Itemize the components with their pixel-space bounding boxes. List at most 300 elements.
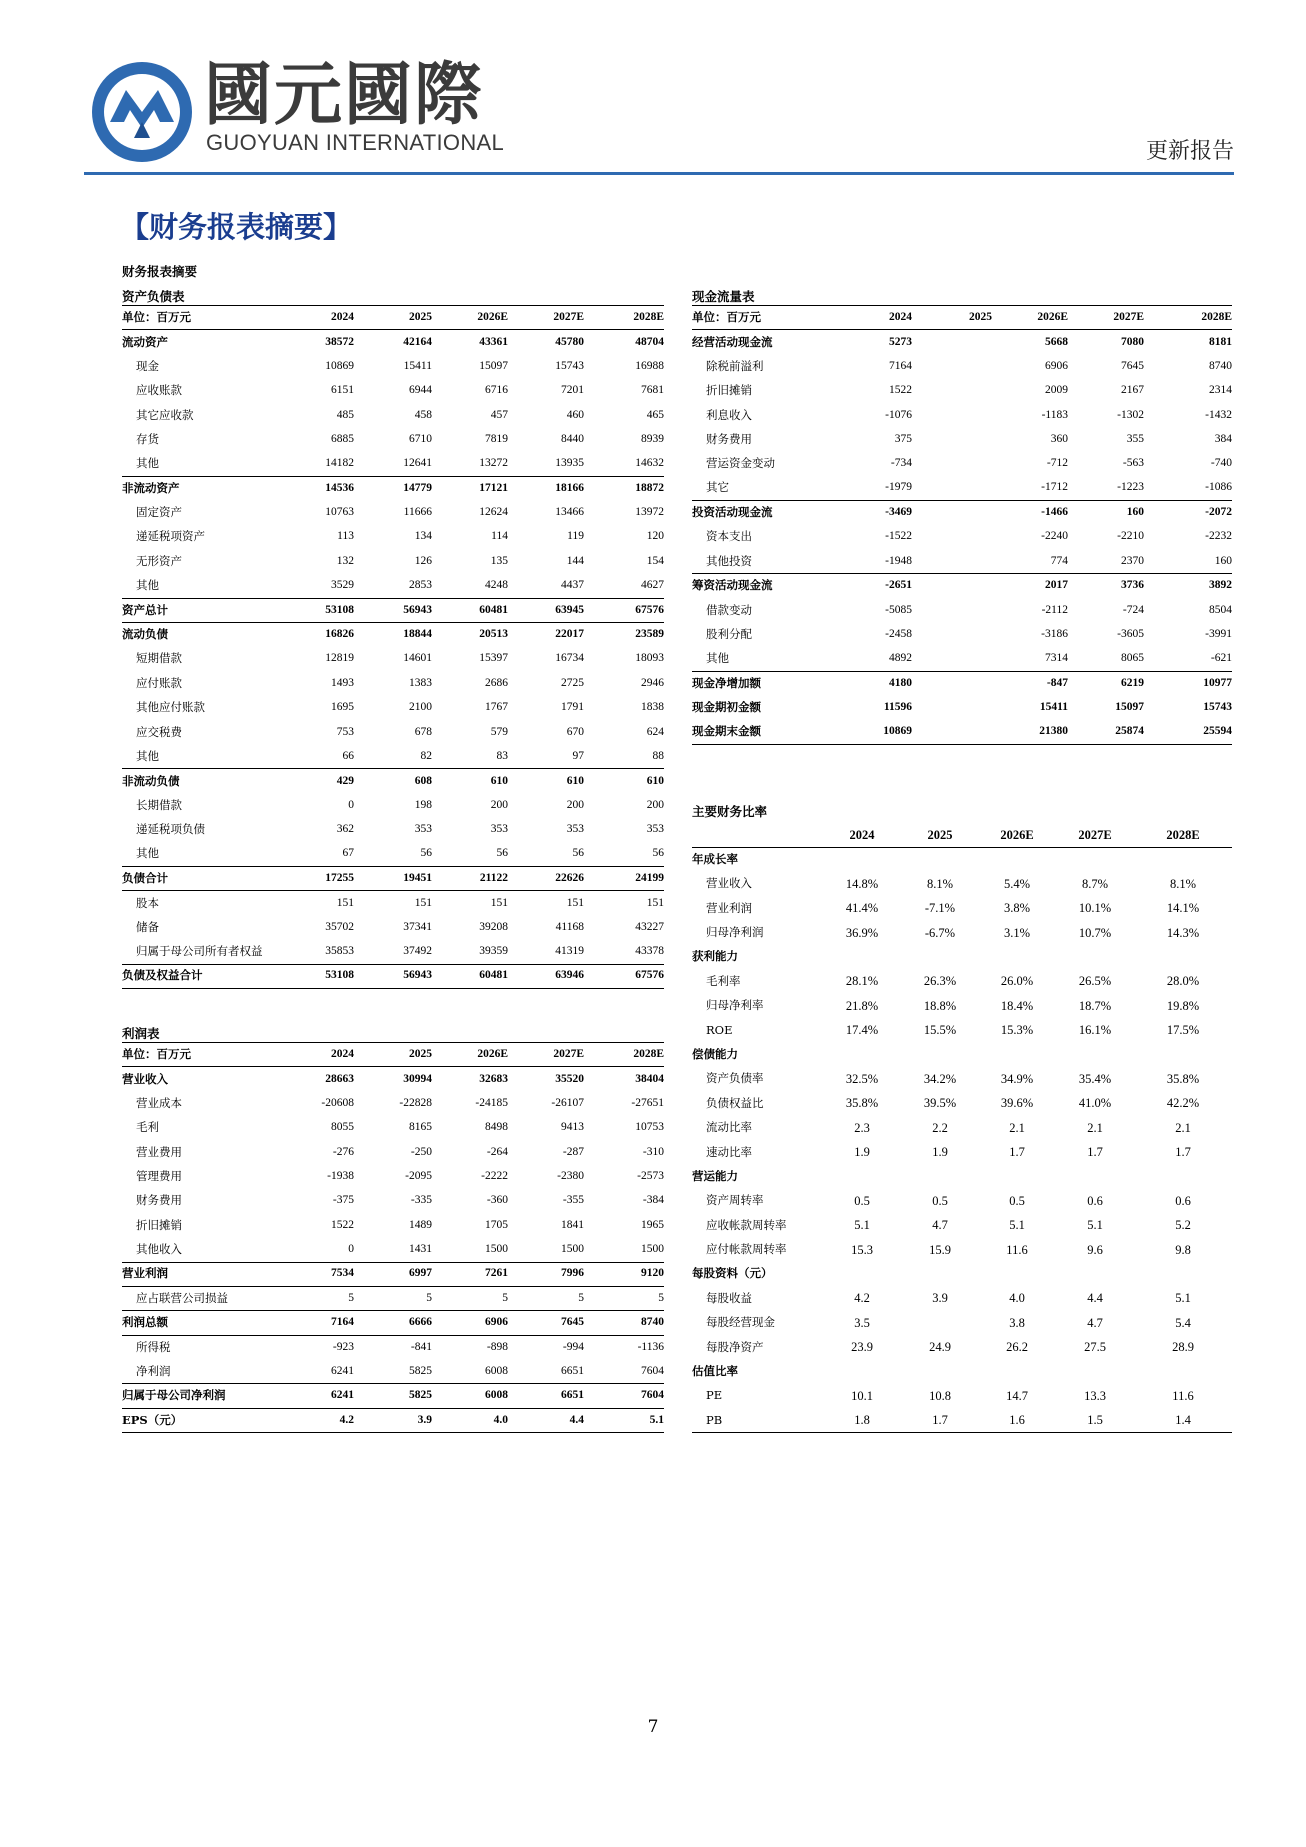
- cell-value: 41168: [555, 920, 584, 933]
- cell-value: 429: [336, 774, 354, 787]
- cell-value: [822, 1043, 902, 1067]
- cell-value: 610: [646, 774, 664, 787]
- row-label: 借款变动: [706, 602, 752, 617]
- cell-value: 126: [414, 554, 432, 567]
- row-label: 估值比率: [692, 1364, 738, 1379]
- unit-label: 单位：百万元: [692, 306, 822, 330]
- row-label: 其他应付账款: [136, 700, 205, 715]
- cell-value: 7164: [282, 1311, 354, 1335]
- cell-value: 12624: [479, 506, 508, 519]
- table-row: [122, 1067, 664, 1091]
- cell-value: [912, 598, 992, 622]
- cell-value: -20608: [321, 1096, 354, 1109]
- row-label: 长期借款: [136, 797, 182, 812]
- cell-value: 9.6: [1087, 1242, 1103, 1257]
- cell-value: 43361: [479, 335, 508, 348]
- cell-value: 2946: [641, 676, 664, 689]
- table-row: [122, 501, 664, 525]
- table-row: [122, 598, 664, 622]
- year-header: 2028E: [1144, 306, 1232, 330]
- row-label: 营运资金变动: [706, 456, 775, 471]
- cell-value: 624: [646, 725, 664, 738]
- cell-value: 15743: [1203, 701, 1232, 714]
- cell-value: 678: [414, 725, 432, 738]
- cell-value: 7819: [485, 432, 508, 445]
- cell-value: [822, 1262, 902, 1286]
- row-label: 年成长率: [692, 852, 738, 867]
- table-row: [122, 964, 664, 988]
- cell-value: 15.3: [851, 1242, 873, 1257]
- cell-value: 2.3: [854, 1120, 870, 1135]
- cell-value: 26.0%: [1000, 974, 1034, 989]
- cell-value: 1.6: [978, 1408, 1056, 1432]
- cell-value: 24199: [584, 866, 664, 890]
- table-row: [122, 866, 664, 890]
- cell-value: 17.4%: [845, 1023, 879, 1038]
- cell-value: [1134, 1360, 1232, 1384]
- table-row: [692, 1238, 1232, 1262]
- cell-value: [978, 945, 1056, 969]
- cell-value: 39.5%: [923, 1096, 957, 1111]
- table-header-row: [122, 1043, 664, 1067]
- cell-value: 6151: [331, 384, 354, 397]
- table-row: [122, 1189, 664, 1213]
- cell-value: 8504: [1209, 603, 1232, 616]
- table-row: [692, 1018, 1232, 1042]
- cell-value: 0.6: [1175, 1193, 1191, 1208]
- cell-value: 16988: [635, 359, 664, 372]
- table-row: [122, 842, 664, 866]
- table-row: [692, 1262, 1232, 1286]
- year-header: 2026E: [992, 306, 1068, 330]
- year-header: 2028E: [584, 1043, 664, 1067]
- cell-value: 0.5: [932, 1193, 948, 1208]
- cell-value: 4.7: [1087, 1315, 1103, 1330]
- table-row: [692, 1189, 1232, 1213]
- row-label: 每股经营现金: [706, 1315, 775, 1330]
- row-label: 毛利: [136, 1120, 159, 1135]
- cell-value: 5.1: [1087, 1218, 1103, 1233]
- cell-value: 26.5%: [1078, 974, 1112, 989]
- cell-value: [978, 1164, 1056, 1188]
- cell-value: -264: [486, 1145, 508, 1158]
- cell-value: 18.8%: [923, 998, 957, 1013]
- cell-value: -734: [890, 457, 912, 470]
- cell-value: 4.4: [508, 1408, 584, 1432]
- cell-value: 21.8%: [845, 998, 879, 1013]
- cell-value: 11.6: [1006, 1242, 1028, 1257]
- table-row: [122, 549, 664, 573]
- cell-value: 2009: [1045, 384, 1068, 397]
- cell-value: 8440: [561, 432, 584, 445]
- row-label: 应付帐款周转率: [706, 1242, 787, 1257]
- cell-value: 14601: [403, 652, 432, 665]
- row-label: 资产总计: [122, 598, 282, 622]
- cell-value: 151: [646, 896, 664, 909]
- table-row: [692, 647, 1232, 671]
- year-header: 2026E: [432, 306, 508, 330]
- cell-value: 1.7: [1009, 1145, 1025, 1160]
- table-row: [692, 1286, 1232, 1310]
- row-label: 应交税费: [136, 724, 182, 739]
- cell-value: 6716: [485, 384, 508, 397]
- cell-value: 8.1%: [1169, 876, 1197, 891]
- table-row: [122, 1140, 664, 1164]
- cell-value: 18.4%: [1000, 998, 1034, 1013]
- cell-value: 360: [1050, 432, 1068, 445]
- row-label: 非流动负债: [122, 773, 180, 788]
- cell-value: 0: [282, 1238, 354, 1262]
- cell-value: 7996: [508, 1262, 584, 1286]
- cell-value: 34.9%: [1000, 1071, 1034, 1086]
- table-row: [122, 891, 664, 915]
- row-label: 流动资产: [122, 334, 168, 349]
- cell-value: 23589: [635, 628, 664, 641]
- cell-value: -1938: [327, 1169, 354, 1182]
- year-header: 2028E: [1134, 823, 1232, 847]
- row-label: EPS（元）: [122, 1408, 282, 1432]
- cell-value: [912, 720, 992, 744]
- cell-value: 384: [1214, 432, 1232, 445]
- cell-value: 14182: [282, 452, 354, 476]
- cell-value: [822, 847, 902, 871]
- cell-value: 26.2: [1006, 1340, 1028, 1355]
- row-label: PB: [692, 1408, 822, 1432]
- cell-value: 48704: [635, 335, 664, 348]
- table-row: [692, 696, 1232, 720]
- table-row: [122, 1286, 664, 1310]
- cell-value: 60481: [432, 964, 508, 988]
- cell-value: 4.7: [932, 1218, 948, 1233]
- cell-value: 5: [354, 1286, 432, 1310]
- cell-value: 608: [414, 774, 432, 787]
- cell-value: 8.1%: [926, 876, 954, 891]
- cell-value: 2017: [1045, 579, 1068, 592]
- row-label: 资产负债率: [706, 1071, 764, 1086]
- cell-value: -3186: [1041, 628, 1068, 641]
- cell-value: [902, 945, 978, 969]
- row-label: 归属于母公司所有者权益: [122, 940, 282, 964]
- cell-value: 6997: [354, 1262, 432, 1286]
- cash-flow-table: [692, 305, 1232, 745]
- table-row: [692, 1164, 1232, 1188]
- cell-value: 56: [508, 842, 584, 866]
- table-row: [692, 1311, 1232, 1335]
- cell-value: 24.9: [929, 1340, 951, 1355]
- table-row: [122, 623, 664, 647]
- table-row: [122, 696, 664, 720]
- cell-value: 2.1: [1087, 1120, 1103, 1135]
- table-row: [122, 427, 664, 451]
- cell-value: 13272: [432, 452, 508, 476]
- cell-value: 97: [508, 745, 584, 769]
- table-row: [692, 994, 1232, 1018]
- cell-value: 5668: [1045, 335, 1068, 348]
- row-label: 营业收入: [122, 1071, 168, 1086]
- cell-value: -847: [1046, 677, 1068, 690]
- cell-value: 39359: [432, 940, 508, 964]
- cell-value: [912, 671, 992, 695]
- cell-value: 3.5: [854, 1315, 870, 1330]
- cell-value: [912, 476, 992, 500]
- table-row: [122, 452, 664, 476]
- cell-value: 1500: [432, 1238, 508, 1262]
- row-label: 偿债能力: [692, 1046, 738, 1061]
- cell-value: 11666: [403, 506, 432, 519]
- table-row: [692, 671, 1232, 695]
- table-row: [122, 1091, 664, 1115]
- row-label: 利息收入: [706, 407, 752, 422]
- cell-value: 2.1: [1009, 1120, 1025, 1135]
- row-label: 营业利润: [706, 900, 752, 915]
- cell-value: -24185: [475, 1096, 508, 1109]
- table-row: [122, 720, 664, 744]
- cell-value: 5.1: [1009, 1218, 1025, 1233]
- cell-value: 362: [336, 823, 354, 836]
- cell-value: 7645: [1121, 359, 1144, 372]
- cell-value: [822, 945, 902, 969]
- cell-value: 2.2: [932, 1120, 948, 1135]
- cell-value: 353: [490, 823, 508, 836]
- table-row: [692, 1360, 1232, 1384]
- year-header: 2027E: [508, 306, 584, 330]
- cell-value: 35853: [282, 940, 354, 964]
- cell-value: 154: [646, 554, 664, 567]
- cell-value: -1223: [1068, 476, 1144, 500]
- cell-value: 88: [584, 745, 664, 769]
- cell-value: -2095: [405, 1169, 432, 1182]
- cell-value: 5: [282, 1286, 354, 1310]
- cell-value: [912, 647, 992, 671]
- header-divider: [84, 172, 1234, 175]
- cell-value: 34.2%: [923, 1071, 957, 1086]
- cell-value: 6885: [331, 432, 354, 445]
- cell-value: 13466: [555, 506, 584, 519]
- cell-value: [912, 379, 992, 403]
- row-label: 除税前溢利: [706, 358, 764, 373]
- cell-value: 1.9: [854, 1145, 870, 1160]
- cell-value: -724: [1122, 603, 1144, 616]
- row-label: 应付账款: [136, 675, 182, 690]
- cell-value: 21380: [992, 720, 1068, 744]
- guoyuan-logo-icon: [90, 60, 194, 164]
- cell-value: -2651: [885, 579, 912, 592]
- cell-value: 18166: [555, 481, 584, 494]
- cell-value: 56: [354, 842, 432, 866]
- cell-value: 32.5%: [845, 1071, 879, 1086]
- cell-value: 9413: [561, 1121, 584, 1134]
- cell-value: [978, 1360, 1056, 1384]
- cell-value: 114: [491, 530, 508, 543]
- table-row: [122, 1408, 664, 1432]
- cell-value: 1489: [409, 1218, 432, 1231]
- cash-flow-title: 现金流量表: [692, 289, 755, 304]
- header-blank: [692, 823, 822, 847]
- cell-value: 39208: [479, 920, 508, 933]
- cell-value: 56: [432, 842, 508, 866]
- cell-value: 1500: [508, 1238, 584, 1262]
- cell-value: 6666: [354, 1311, 432, 1335]
- row-label: 营业收入: [706, 876, 752, 891]
- cell-value: 5: [584, 1286, 664, 1310]
- cell-value: 25874: [1068, 720, 1144, 744]
- cell-value: [978, 1043, 1056, 1067]
- cell-value: [902, 1360, 978, 1384]
- table-row: [122, 915, 664, 939]
- cell-value: 151: [336, 896, 354, 909]
- cell-value: -1086: [1144, 476, 1232, 500]
- cell-value: 41.0%: [1078, 1096, 1112, 1111]
- table-row: [692, 969, 1232, 993]
- table-row: [692, 379, 1232, 403]
- cell-value: 14536: [325, 481, 354, 494]
- cell-value: 6219: [1121, 677, 1144, 690]
- cell-value: -2240: [1041, 530, 1068, 543]
- cell-value: 160: [1144, 549, 1232, 573]
- cell-value: 5.1: [1175, 1291, 1191, 1306]
- balance-sheet-title: 资产负债表: [122, 289, 185, 304]
- cell-value: 13972: [635, 506, 664, 519]
- table-row: [692, 476, 1232, 500]
- cell-value: 610: [566, 774, 584, 787]
- cell-value: 7201: [561, 384, 584, 397]
- table-row: [692, 330, 1232, 354]
- cell-value: 135: [490, 554, 508, 567]
- report-type: 更新报告: [1145, 139, 1234, 164]
- table-row: [122, 818, 664, 842]
- cell-value: 45780: [555, 335, 584, 348]
- row-label: 负债及权益合计: [122, 964, 282, 988]
- cell-value: 35702: [325, 920, 354, 933]
- cell-value: -276: [332, 1145, 354, 1158]
- cell-value: 18.7%: [1078, 998, 1112, 1013]
- table-row: [692, 1335, 1232, 1359]
- ratios-table: [692, 823, 1232, 1433]
- cell-value: 28663: [325, 1072, 354, 1085]
- cell-value: 36.9%: [845, 925, 879, 940]
- row-label: 每股净资产: [706, 1339, 764, 1354]
- cell-value: 4892: [822, 647, 912, 671]
- cell-value: 485: [336, 408, 354, 421]
- row-label: 资产周转率: [706, 1193, 764, 1208]
- cell-value: -2573: [637, 1169, 664, 1182]
- row-label: 毛利率: [706, 973, 741, 988]
- row-label: 其他投资: [692, 549, 822, 573]
- row-label: 财务费用: [706, 431, 752, 446]
- row-label: 速动比率: [706, 1144, 752, 1159]
- cell-value: 38572: [325, 335, 354, 348]
- cell-value: -355: [562, 1194, 584, 1207]
- cell-value: -2112: [1041, 603, 1068, 616]
- cell-value: [912, 623, 992, 647]
- cell-value: 56943: [354, 598, 432, 622]
- year-header: 2025: [902, 823, 978, 847]
- cell-value: -923: [332, 1340, 354, 1353]
- cell-value: 14.3%: [1166, 925, 1200, 940]
- row-label: 归属于母公司净利润: [122, 1384, 282, 1408]
- cell-value: 42164: [403, 335, 432, 348]
- row-label: 负债权益比: [706, 1095, 764, 1110]
- year-header: 2027E: [1068, 306, 1144, 330]
- row-label: 利润总额: [122, 1311, 282, 1335]
- cell-value: 2314: [1209, 384, 1232, 397]
- row-label: 筹资活动现金流: [692, 578, 773, 593]
- cell-value: -384: [642, 1194, 664, 1207]
- cell-value: 198: [414, 798, 432, 811]
- cell-value: -563: [1122, 457, 1144, 470]
- cell-value: 8740: [1209, 359, 1232, 372]
- cell-value: 3.1%: [1003, 925, 1031, 940]
- row-label: 折旧摊销: [706, 383, 752, 398]
- cell-value: 67576: [584, 598, 664, 622]
- row-label: 固定资产: [136, 505, 182, 520]
- row-label: 应收账款: [136, 383, 182, 398]
- cell-value: 18872: [635, 481, 664, 494]
- cell-value: 5.2: [1175, 1218, 1191, 1233]
- cell-value: -1302: [1117, 408, 1144, 421]
- cell-value: 610: [490, 774, 508, 787]
- cell-value: 2686: [485, 676, 508, 689]
- cell-value: -250: [410, 1145, 432, 1158]
- cell-value: 5273: [889, 335, 912, 348]
- cell-value: 28.1%: [845, 974, 879, 989]
- cell-value: 7261: [432, 1262, 508, 1286]
- cell-value: 6008: [432, 1360, 508, 1384]
- cell-value: -375: [332, 1194, 354, 1207]
- cell-value: 120: [646, 530, 664, 543]
- cell-value: 22017: [555, 628, 584, 641]
- year-header: 2024: [822, 306, 912, 330]
- summary-label: 财务报表摘要: [122, 264, 198, 279]
- cell-value: 19451: [354, 866, 432, 890]
- cell-value: -712: [1046, 457, 1068, 470]
- cell-value: 1.4: [1134, 1408, 1232, 1432]
- cell-value: 0.6: [1087, 1193, 1103, 1208]
- row-label: 非流动资产: [122, 480, 180, 495]
- cell-value: -5085: [885, 603, 912, 616]
- cell-value: 5: [508, 1286, 584, 1310]
- cell-value: 82: [354, 745, 432, 769]
- cell-value: -26107: [551, 1096, 584, 1109]
- row-label: 无形资产: [136, 553, 182, 568]
- cell-value: 3.8: [1009, 1315, 1025, 1330]
- cell-value: 144: [566, 554, 584, 567]
- cell-value: 30994: [403, 1072, 432, 1085]
- cell-value: 0: [348, 798, 354, 811]
- cell-value: 22626: [508, 866, 584, 890]
- cell-value: [822, 1164, 902, 1188]
- cell-value: 7604: [584, 1360, 664, 1384]
- row-label: ROE: [706, 1022, 733, 1037]
- cell-value: 8740: [584, 1311, 664, 1335]
- cell-value: 2167: [1121, 384, 1144, 397]
- year-header: 2024: [282, 1043, 354, 1067]
- cell-value: 8939: [641, 432, 664, 445]
- row-label: 其他: [122, 452, 282, 476]
- table-row: [692, 872, 1232, 896]
- cell-value: 4.4: [1087, 1291, 1103, 1306]
- table-row: [122, 1384, 664, 1408]
- cell-value: -3991: [1205, 628, 1232, 641]
- cell-value: 6241: [282, 1360, 354, 1384]
- row-label: 流动负债: [122, 627, 168, 642]
- cell-value: 18093: [635, 652, 664, 665]
- table-row: [122, 671, 664, 695]
- cell-value: 7681: [641, 384, 664, 397]
- table-row: [122, 525, 664, 549]
- cell-value: 20513: [479, 628, 508, 641]
- cell-value: 15.5%: [923, 1023, 957, 1038]
